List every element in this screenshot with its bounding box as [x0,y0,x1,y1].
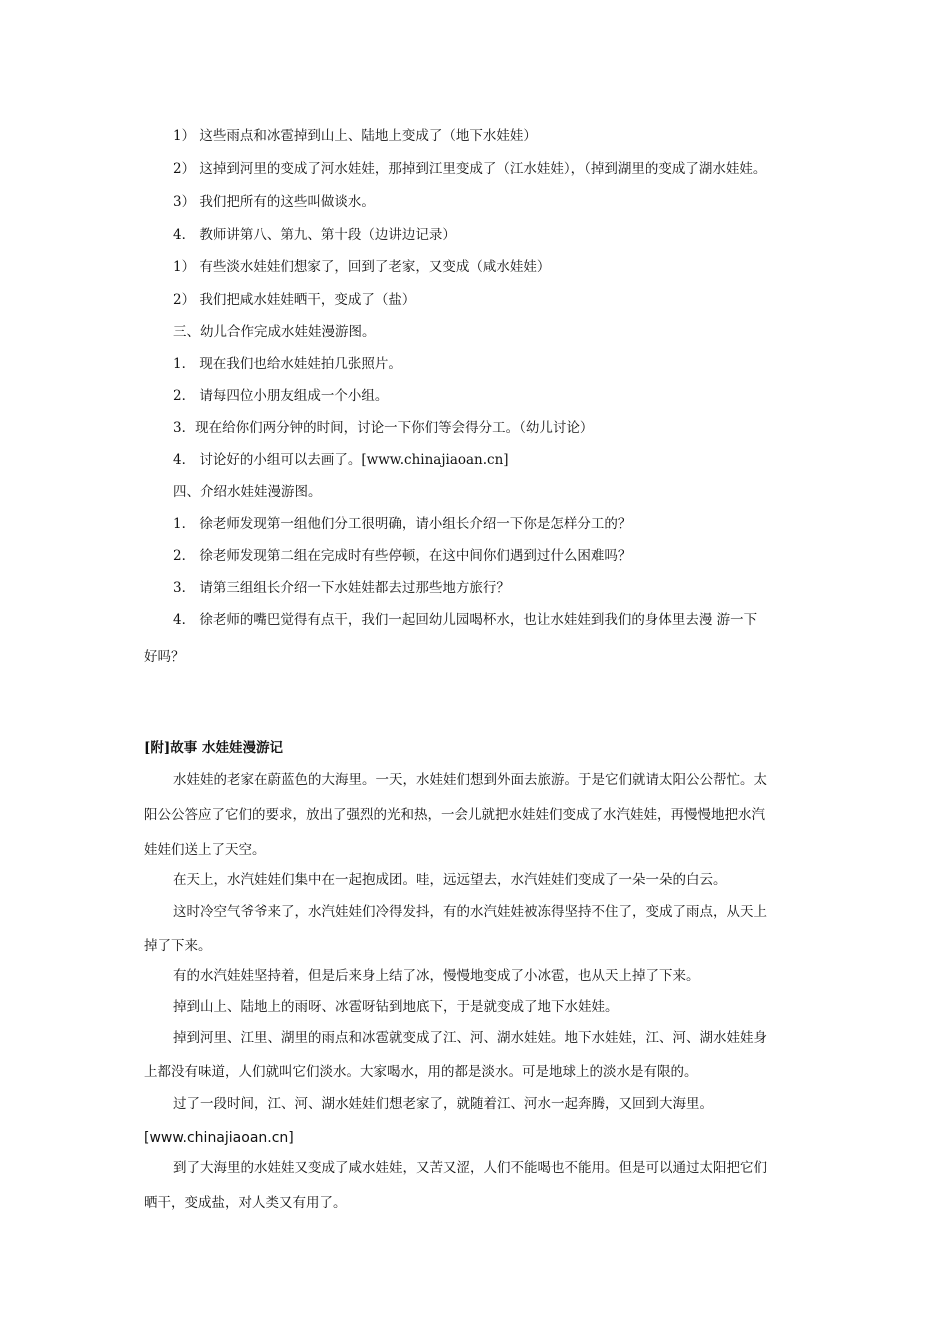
list-item-continuation: 好吗？ [144,649,185,665]
list-item: 4． 讨论好的小组可以去画了。[www.chinajiaoan.cn] [173,452,509,468]
story-line: 晒干，变成盐，对人类又有用了。 [144,1195,347,1211]
story-heading: [附]故事 水娃娃漫游记 [144,740,283,756]
story-line: 掉到山上、陆地上的雨呀、冰雹呀钻到地底下，于是就变成了地下水娃娃。 [173,999,619,1015]
story-line: 有的水汽娃娃坚持着，但是后来身上结了冰，慢慢地变成了小冰雹，也从天上掉了下来。 [173,968,700,984]
list-item: 2． 请每四位小朋友组成一个小组。 [173,388,389,404]
section-heading: 四、介绍水娃娃漫游图。 [173,484,322,500]
source-link-text: [www.chinajiaoan.cn] [144,1130,294,1146]
list-item: 3． 请第三组组长介绍一下水娃娃都去过那些地方旅行？ [173,580,510,596]
list-item: 4． 教师讲第八、第九、第十段（边讲边记录） [173,227,456,243]
story-line: 娃娃们送上了天空。 [144,842,266,858]
story-line: 掉了下来。 [144,938,212,954]
story-line: 上都没有味道，人们就叫它们淡水。大家喝水，用的都是淡水。可是地球上的淡水是有限的。 [144,1064,698,1080]
story-line: 在天上，水汽娃娃们集中在一起抱成团。哇，远远望去，水汽娃娃们变成了一朵一朵的白云。 [173,872,727,888]
list-item: 2） 这掉到河里的变成了河水娃娃，那掉到江里变成了（江水娃娃），（掉到湖里的变成了湖水娃娃。 [173,161,767,177]
story-line: 这时冷空气爷爷来了，水汽娃娃们冷得发抖，有的水汽娃娃被冻得坚持不住了，变成了雨点，从天上 [173,904,767,920]
story-line: 阳公公答应了它们的要求，放出了强烈的光和热，一会儿就把水娃娃们变成了水汽娃娃，再慢慢地把水汽 [144,807,765,823]
list-item: 1． 徐老师发现第一组他们分工很明确，请小组长介绍一下你是怎样分工的？ [173,516,632,532]
story-line: 水娃娃的老家在蔚蓝色的大海里。一天，水娃娃们想到外面去旅游。于是它们就请太阳公公帮忙。太 [173,772,767,788]
story-line: 到了大海里的水娃娃又变成了咸水娃娃，又苦又涩，人们不能喝也不能用。但是可以通过太阳把它们 [173,1160,767,1176]
list-item: 2． 徐老师发现第二组在完成时有些停顿，在这中间你们遇到过什么困难吗？ [173,548,632,564]
list-item: 3．现在给你们两分钟的时间，讨论一下你们等会得分工。（幼儿讨论） [173,420,594,436]
list-item: 4． 徐老师的嘴巴觉得有点干，我们一起回幼儿园喝杯水，也让水娃娃到我们的身体里去漫 游一下 [173,612,758,628]
story-line: 过了一段时间，江、河、湖水娃娃们想老家了，就随着江、河水一起奔腾，又回到大海里。 [173,1096,713,1112]
list-item: 1． 现在我们也给水娃娃拍几张照片。 [173,356,402,372]
list-item: 3） 我们把所有的这些叫做谈水。 [173,194,375,210]
list-item: 1） 这些雨点和冰雹掉到山上、陆地上变成了（地下水娃娃） [173,128,537,144]
list-item: 1） 有些淡水娃娃们想家了，回到了老家，又变成（咸水娃娃） [173,259,551,275]
list-item: 2） 我们把咸水娃娃晒干，变成了（盐） [173,292,416,308]
section-heading: 三、幼儿合作完成水娃娃漫游图。 [173,324,376,340]
story-line: 掉到河里、江里、湖里的雨点和冰雹就变成了江、河、湖水娃娃。地下水娃娃，江、河、湖水娃娃身 [173,1030,767,1046]
